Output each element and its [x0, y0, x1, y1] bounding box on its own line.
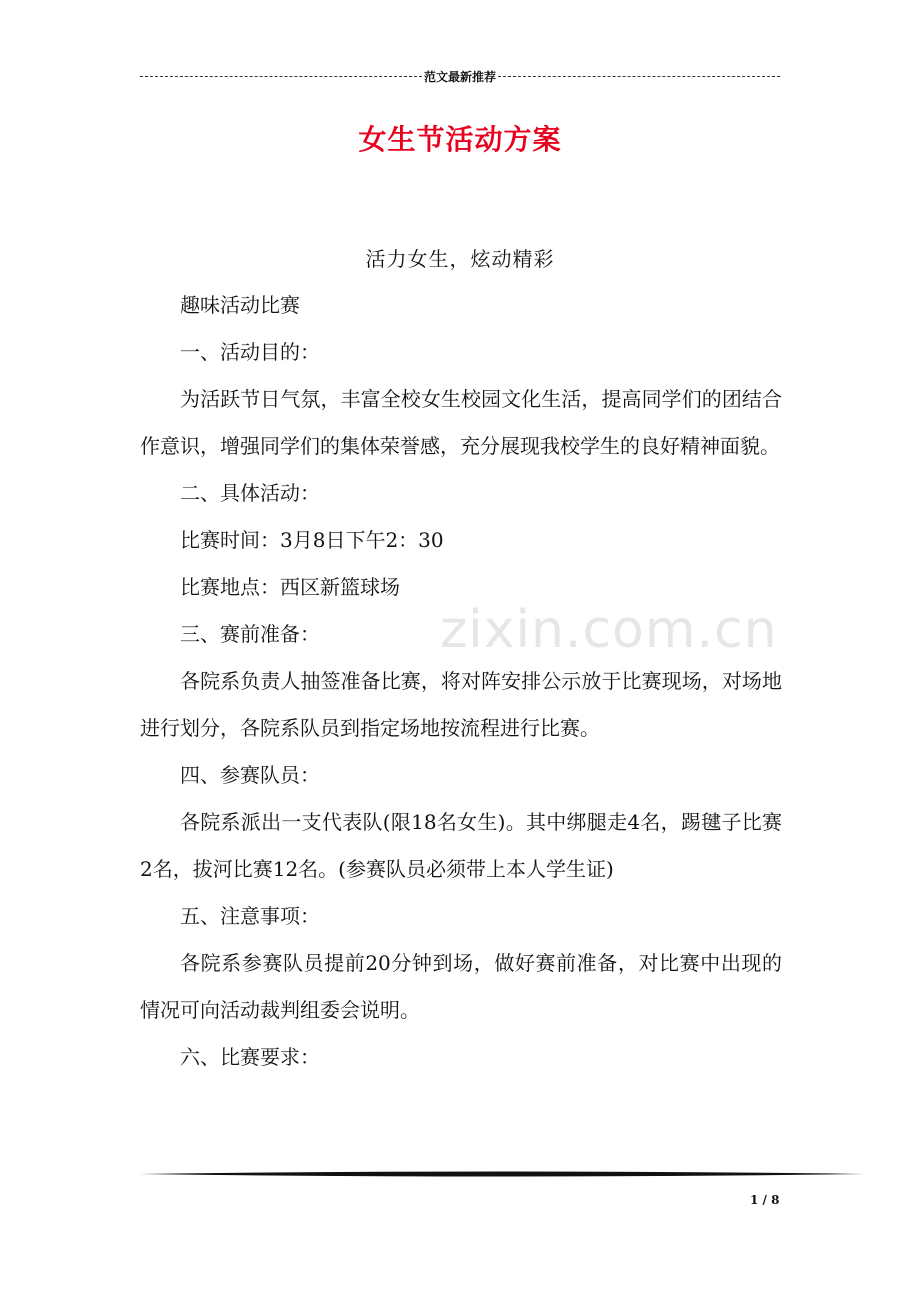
section-heading: 一、活动目的： [180, 340, 320, 364]
document-title: 女生节活动方案 [358, 123, 562, 156]
footer-divider [140, 1168, 864, 1180]
document-body [140, 282, 782, 1081]
paragraph: 比赛地点：西区新篮球场 [180, 575, 400, 599]
section-heading: 六、比赛要求： [180, 1045, 320, 1069]
paragraph: 各院系派出一支代表队(限18名女生)。其中绑腿走4名，踢毽子比赛2名，拔河比赛12名。(参赛队员必须带上本人学生证) [140, 810, 782, 881]
paragraph: 为活跃节日气氛，丰富全校女生校园文化生活，提高同学们的团结合作意识，增强同学们的集体荣誉感，充分展现我校学生的良好精神面貌。 [140, 387, 782, 458]
header-banner [140, 66, 780, 86]
section-heading: 五、注意事项： [180, 904, 320, 928]
section-heading: 四、参赛队员： [180, 763, 320, 787]
paragraph: 各院系参赛队员提前20分钟到场，做好赛前准备，对比赛中出现的情况可向活动裁判组委会说明。 [140, 951, 782, 1022]
paragraph: 趣味活动比赛 [180, 293, 300, 317]
paragraph: 比赛时间：3月8日下午2：30 [180, 528, 444, 552]
header-dash-left [140, 76, 422, 77]
section-heading: 三、赛前准备： [180, 622, 320, 646]
page-number: 1 / 8 [750, 1193, 780, 1207]
document-subtitle: 活力女生，炫动精彩 [365, 247, 555, 271]
watermark: zixin.com.cn [440, 600, 778, 660]
paragraph: 各院系负责人抽签准备比赛，将对阵安排公示放于比赛现场，对场地进行划分，各院系队员到指定场地按流程进行比赛。 [140, 669, 782, 740]
section-heading: 二、具体活动： [180, 481, 320, 505]
header-dash-right [498, 76, 780, 77]
header-banner-text: 范文最新推荐 [424, 69, 497, 84]
